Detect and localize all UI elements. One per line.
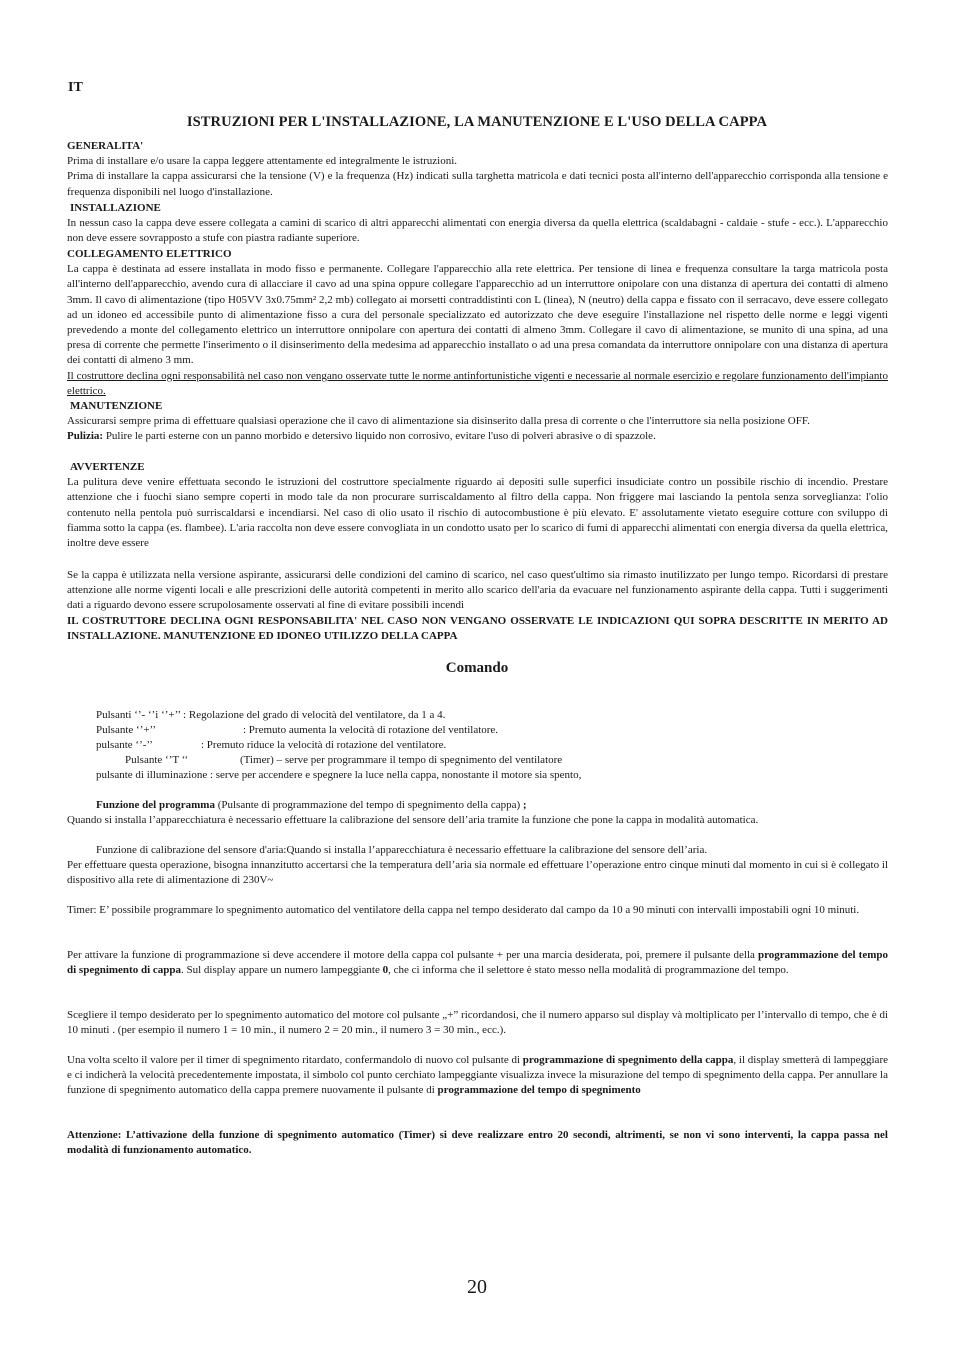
section-manutenzione bbox=[67, 399, 888, 445]
text-run: Per attivare la funzione di programmazione si deve accendere il motore della cappa col pulsante + per una marcia desiderata, poi, premere il pulsante della bbox=[67, 949, 758, 961]
item-text: : Premuto aumenta la velocità di rotazione del ventilatore. bbox=[243, 724, 499, 736]
attenzione-note: Attenzione: L’attivazione della funzione di spegnimento automatico (Timer) si deve realizzare entro 20 secondi, altrimenti, se non vi sono interventi, la cappa passa nel modalità di funzionamento automatico. bbox=[67, 1129, 888, 1156]
page-title: ISTRUZIONI PER L'INSTALLAZIONE, LA MANUTENZIONE E L'USO DELLA CAPPA bbox=[186, 114, 768, 130]
funzione-title: Funzione del programma bbox=[96, 799, 215, 811]
section-avvertenze bbox=[67, 460, 888, 551]
volta-section bbox=[67, 1053, 888, 1098]
language-code: IT bbox=[68, 80, 83, 95]
heading-installazione: INSTALLAZIONE bbox=[70, 202, 161, 214]
item-label: pulsante di illuminazione : bbox=[96, 769, 214, 781]
heading-collegamento-elettrico: COLLEGAMENTO ELETTRICO bbox=[67, 248, 232, 260]
paragraph: Scegliere il tempo desiderato per lo spegnimento automatico del motore col pulsante „+” ricordandosi, che il numero apparso sul display và moltiplicato per l’intervallo di tempo, che è di 10 minuti . (per esempio il numero 1 = 10 min., il numero 2 = 20 min., il numero 3 = 30 min., ecc.). bbox=[67, 1009, 888, 1036]
text-run-bold: programmazione del tempo di spegnimento di cappa bbox=[67, 949, 888, 976]
paragraph: Se la cappa è utilizzata nella versione aspirante, assicurarsi delle condizioni del camino di scarico, nel caso quest'ultimo sia rimasto inutilizzato per lungo tempo. Ricordarsi di prestare attenzione alle norme vigenti locali e alle prescrizioni delle autorità competenti in merito allo scarico dell'aria da evacuare nel funzionamento aspirante della cappa. Tutti i suggerimenti dati a riguardo devono essere scrupolosamente osservati al fine di evitare possibili incendi bbox=[67, 569, 888, 612]
page-number: 20 bbox=[467, 1276, 487, 1298]
comando-title: Comando bbox=[445, 660, 509, 676]
pulizia-text: Pulire le parti esterne con un panno morbido e detersivo liquido non corrosivo, evitare l'uso di polveri abrasive o di spazzole. bbox=[103, 430, 656, 443]
paragraph: Per effettuare questa operazione, bisogna innanzitutto accertarsi che la temperatura dell’aria sia normale ed effettuare l’operazione entro cinque minuti dal momento in cui si è collegato il dispositivo alla rete di alimentazione di 230V~ bbox=[67, 859, 888, 886]
button-list bbox=[96, 708, 876, 783]
scegliere-section bbox=[67, 1008, 888, 1038]
timer-section bbox=[67, 903, 888, 918]
paragraph: Assicurarsi sempre prima di effettuare qualsiasi operazione che il cavo di alimentazione sia disinserito dalla presa di corrente o che l'interruttore sia nella posizione OFF. bbox=[67, 415, 810, 428]
heading-generalita: GENERALITA' bbox=[67, 140, 144, 152]
paragraph: Prima di installare la cappa assicurarsi che la tensione (V) e la frequenza (Hz) indicati sulla targhetta matricola e dati tecnici posta all'interno dell'apparecchio corrisponda alla tensione e frequenza disponibili nel luogo d'installazione. bbox=[67, 170, 888, 198]
attenzione-section bbox=[67, 1128, 888, 1158]
paragraph bbox=[67, 1053, 888, 1098]
paragraph: Prima di installare e/o usare la cappa leggere attentamente ed integralmente le istruzioni. bbox=[67, 155, 458, 168]
item-label: Pulsante ‘’+’’ bbox=[96, 724, 157, 736]
item-text: : Premuto riduce la velocità di rotazione del ventilatore. bbox=[201, 739, 447, 751]
list-item bbox=[96, 723, 876, 738]
item-text: Regolazione del grado di velocità del ventilatore, da 1 a 4. bbox=[186, 709, 446, 721]
funzione-end: ; bbox=[520, 799, 527, 811]
text-run-bold: programmazione di spegnimento della cappa bbox=[522, 1054, 734, 1066]
paragraph: Quando si installa l’apparecchiatura è necessario effettuare la calibrazione del sensore dell’aria tramite la funzione che pone la cappa in modalità automatica. bbox=[67, 814, 759, 826]
text-run: . Sul display appare un numero lampeggiante bbox=[181, 964, 383, 976]
funzione-paren: (Pulsante di programmazione del tempo di spegnimento della cappa) bbox=[214, 799, 521, 811]
section-collegamento bbox=[67, 247, 888, 399]
paragraph-pulizia bbox=[67, 429, 888, 444]
item-text: serve per accendere e spegnere la luce nella cappa, nonostante il motore sia spento, bbox=[213, 769, 582, 781]
section-installazione bbox=[67, 201, 888, 247]
text-run: , il display smetterà di lampeggiare e ci indicherà la velocità precedentemente impostata, il simbolo col punto cerchiato lampeggiante visualizza invece la misurazione del tempo di spegnimento della cappa. Per annullare la funzione di spegnimento automatico della cappa premere nuovamente il pulsante di bbox=[67, 1054, 888, 1096]
heading-avvertenze: AVVERTENZE bbox=[70, 461, 145, 473]
item-label: Pulsante ‘’T ‘‘ bbox=[125, 754, 189, 766]
item-label: Pulsanti ‘’- ‘’i ‘’+’’ : bbox=[96, 709, 187, 721]
section-generalita bbox=[67, 139, 888, 200]
paragraph: In nessun caso la cappa deve essere collegata a camini di scarico di altri apparecchi alimentati con energia diversa da quella elettrica (scaldabagni - caldaie - stufe - ecc.). L'apparecchio non deve essere sovrapposto a stufe con piastra radiante superiore. bbox=[67, 217, 888, 245]
funzione-programma bbox=[67, 798, 888, 828]
paragraph: Timer: E’ possibile programmare lo spegnimento automatico del ventilatore della cappa nel tempo desiderato dal campo da 10 a 90 minuti con intervalli impostabili ogni 10 minuti. bbox=[67, 904, 860, 916]
list-item bbox=[96, 768, 876, 783]
disclaimer: IL COSTRUTTORE DECLINA OGNI RESPONSABILITA' NEL CASO NON VENGANO OSSERVATE LE INDICAZIONI QUI SOPRA DESCRITTE IN MERITO AD INSTALLAZIONE. MANUTENZIONE ED IDONEO UTILIZZO DELLA CAPPA bbox=[67, 614, 888, 642]
item-label: pulsante ‘’-’’ bbox=[96, 739, 153, 751]
section-avvertenze-cont bbox=[67, 568, 888, 644]
item-text: (Timer) – serve per programmare il tempo di spegnimento del ventilatore bbox=[240, 754, 563, 766]
list-item bbox=[96, 753, 876, 768]
paragraph bbox=[67, 948, 888, 978]
list-item bbox=[96, 738, 876, 753]
list-item bbox=[96, 708, 876, 723]
text-run-bold: programmazione del tempo di spegnimento bbox=[437, 1084, 641, 1096]
heading-manutenzione: MANUTENZIONE bbox=[70, 400, 163, 412]
paragraph: La cappa è destinata ad essere installata in modo fisso e permanente. Collegare l'apparecchio alla rete elettrica. Per tensione di linea e frequenza consultare la targa matricola posta all'interno dell'apparecchio, avendo cura di allacciare il cavo ad una spina oppure collegare l'apparecchio ad un interruttore onipolare con una distanza di apertura dei contatti di almeno 3mm. Il cavo di alimentazione (tipo H05VV 3x0.75mm² 2,2 mb) collegato ai morsetti contraddistinti con L (linea), N (neutro) della cappa e fissato con il serracavo, deve essere collegato ad un idoneo ed accessibile punto di alimentazione fisso a cura del personale specializzato ed autorizzato che deve eseguire l'installazione nel rispetto delle norme e leggi vigenti prevedendo a monte del collegamento elettrico un interruttore onnipolare con apertura dei contatti di almeno 3mm. Collegare il cavo di alimentazione, se munito di una spina, ad una presa di corrente che permette l'inserimento o il disinserimento della medesima ad apparecchio installato o ad una presa comandata da interruttore onnipolare con una distanza di apertura dei contatti di almeno 3 mm. bbox=[67, 263, 888, 367]
text-run: Una volta scelto il valore per il timer di spegnimento ritardato, confermandolo di nuovo col pulsante di bbox=[67, 1054, 523, 1066]
calibrazione bbox=[67, 843, 888, 888]
pulizia-label: Pulizia: bbox=[67, 430, 104, 443]
text-run: , che ci informa che il selettore è stato messo nella modalità di programmazione del tempo. bbox=[388, 964, 789, 976]
paragraph: Funzione di calibrazione del sensore d'aria:Quando si installa l’apparecchiatura è necessario effettuare la calibrazione del sensore dell’aria. bbox=[96, 844, 708, 856]
paragraph: La pulitura deve venire effettuata secondo le istruzioni del costruttore specialmente riguardo ai depositi sulle superfici insudiciate contro un possibile rischio di incendio. Prestare attenzione che i fuochi siano sempre coperti in modo tale da non procurare surriscaldamento al filtro della cappa. Non friggere mai lasciando la pentola senza sorveglianza: l'olio contenuto nella pentola può surriscaldarsi e incendiarsi. Nel caso di olio usato il rischio di autocombustione è più elevato. E' assolutamente vietato eseguire cotture con sviluppo di fiamma sotto la cappa (es. flambee). L'aria raccolta non deve essere convogliata in un condotto usato per lo scarico di fumi di apparecchi alimentati con energia diversa da quella elettrica, inoltre deve essere bbox=[67, 476, 888, 550]
funzione-heading bbox=[67, 798, 888, 813]
text-run-bold: 0 bbox=[382, 964, 389, 976]
responsibility-note: Il costruttore declina ogni responsabilità nel caso non vengano osservate tutte le norme antinfortunistiche vigenti e necessarie al normale esercizio e regolare funzionamento dell'impianto elettrico. bbox=[67, 369, 888, 397]
attivare-section bbox=[67, 948, 888, 978]
